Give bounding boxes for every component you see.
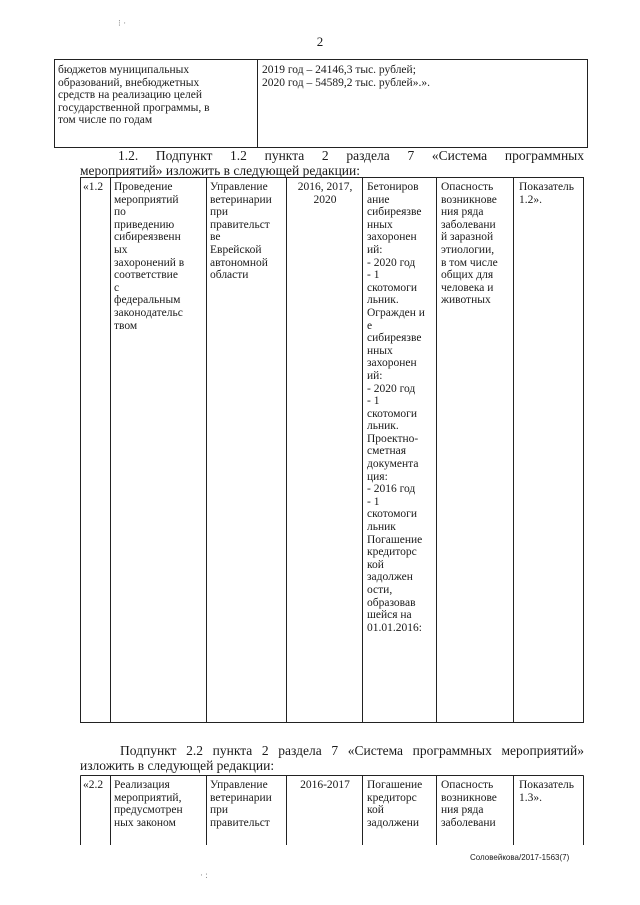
table1-result-cell: Бетониров ание сибиреязве нных захоронен ий: - 2020 год - 1 скотомоги льник. Огражден и е сибиреязве нных захоронен ий: - 2020 год - 1 скотомоги льник. Проектно- сметная документа ция: - 2016 год - 1 скотомоги льник Погашение кредиторс кой задолжен ости, образовав шейся на 01.01.2016: <box>367 181 425 634</box>
table2-years-cell: 2016-2017 <box>300 779 350 791</box>
table1-risk-cell: Опасность возникнове ния ряда заболевани й заразной этиологии, в том числе общих для человека и животных <box>441 181 498 307</box>
scan-artifact: · : <box>200 870 208 880</box>
paragraph-1-line-1: 1.2. Подпункт 1.2 пункта 2 раздела 7 «Система программных <box>118 148 584 163</box>
table2-name-cell: Реализация мероприятий, предусмотрен ных законом <box>114 779 183 829</box>
paragraph-1-line-2: мероприятий» изложить в следующей редакции: <box>80 163 360 178</box>
table2-number-cell: «2.2 <box>83 779 104 791</box>
table1-name-cell: Проведение мероприятий по приведению сибиреязвенн ых захоронений в соответствие с федеральным законодательс твом <box>114 181 185 332</box>
top-table-left-cell: бюджетов муниципальных образований, внебюджетных средств на реализацию целей государственной программы, в том числе по годам <box>58 64 210 127</box>
scan-artifact: ⁝ · <box>118 18 127 28</box>
page-number: 2 <box>316 34 324 49</box>
table2-result-cell: Погашение кредиторс кой задолжени <box>367 779 423 829</box>
paragraph-2-line-2: изложить в следующей редакции: <box>80 758 275 773</box>
top-table-right-cell: 2019 год – 24146,3 тыс. рублей; 2020 год – 54589,2 тыс. рублей».». <box>262 64 430 89</box>
table1-executor-cell: Управление ветеринарии при правительст ве Еврейской автономной области <box>210 181 272 282</box>
table2-indicator-cell: Показатель 1.3». <box>519 779 575 804</box>
table2-risk-cell: Опасность возникнове ния ряда заболевани <box>441 779 497 829</box>
table1-number-cell: «1.2 <box>83 181 104 193</box>
table1-years-cell: 2016, 2017, 2020 <box>297 181 353 206</box>
table1-indicator-cell: Показатель 1.2». <box>519 181 575 206</box>
footer-registration-number: Соловейкова/2017-1563(7) <box>470 853 570 862</box>
table2-executor-cell: Управление ветеринарии при правительст <box>210 779 272 829</box>
paragraph-2-line-1: Подпункт 2.2 пункта 2 раздела 7 «Система программных мероприятий» <box>120 743 584 758</box>
